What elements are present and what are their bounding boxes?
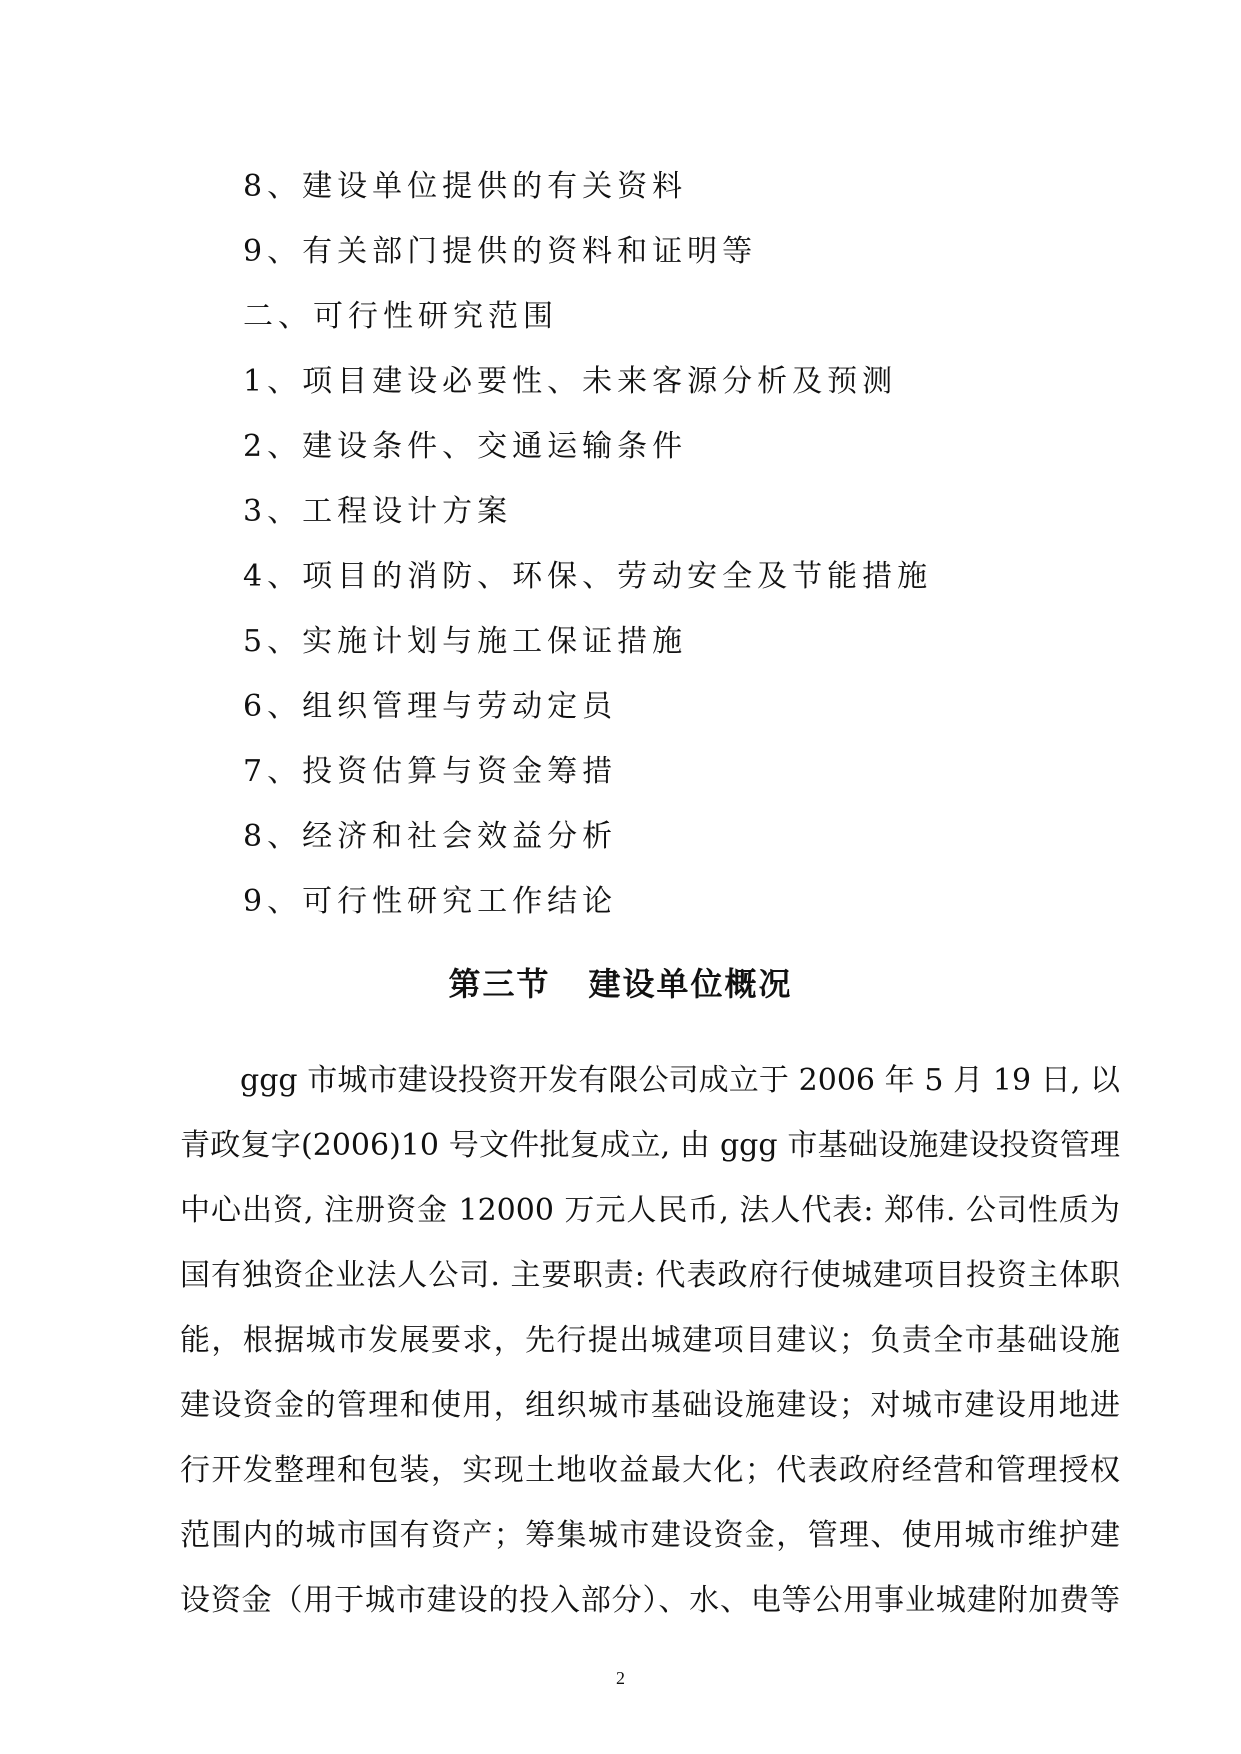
list-item: 9、可行性研究工作结论: [243, 884, 618, 919]
list-item: 2、建设条件、交通运输条件: [243, 429, 688, 464]
body-paragraph: [180, 1048, 1120, 1633]
paragraph-line: 设资金（用于城市建设的投入部分）、水、电等公用事业城建附加费等: [180, 1583, 1120, 1618]
list-item: 1、项目建设必要性、未来客源分析及预测: [243, 364, 898, 399]
list-item: 3、工程设计方案: [243, 494, 513, 529]
page-number: 2: [616, 1668, 625, 1688]
list-item: 7、投资估算与资金筹措: [243, 754, 618, 789]
paragraph-line: 行开发整理和包装，实现土地收益最大化；代表政府经营和管理授权: [180, 1453, 1120, 1488]
paragraph-line: 青政复字(2006)10 号文件批复成立, 由 ggg 市基础设施建设投资管理: [180, 1128, 1120, 1163]
paragraph-line: 国有独资企业法人公司. 主要职责: 代表政府行使城建项目投资主体职: [180, 1258, 1120, 1293]
paragraph-line: 范围内的城市国有资产；筹集城市建设资金，管理、使用城市维护建: [180, 1518, 1120, 1553]
list-item: 4、项目的消防、环保、劳动安全及节能措施: [243, 559, 933, 594]
list-item: 6、组织管理与劳动定员: [243, 689, 618, 724]
section-number: 第三节: [448, 965, 551, 1003]
paragraph-line: 中心出资, 注册资金 12000 万元人民币, 法人代表: 郑伟. 公司性质为: [180, 1193, 1120, 1228]
list-item: 9、有关部门提供的资料和证明等: [243, 234, 758, 269]
item-list: [243, 154, 1143, 934]
section-heading: [0, 954, 1241, 1014]
list-item: 8、经济和社会效益分析: [243, 819, 618, 854]
paragraph-line: 能，根据城市发展要求，先行提出城建项目建议；负责全市基础设施: [180, 1323, 1120, 1358]
paragraph-line: ggg 市城市建设投资开发有限公司成立于 2006 年 5 月 19 日, 以: [240, 1063, 1120, 1098]
list-item: 8、建设单位提供的有关资料: [243, 169, 688, 204]
list-item: 5、实施计划与施工保证措施: [243, 624, 688, 659]
paragraph-line: 建设资金的管理和使用，组织城市基础设施建设；对城市建设用地进: [180, 1388, 1120, 1423]
subsection-heading: 二、可行性研究范围: [243, 299, 558, 334]
section-title: 建设单位概况: [588, 965, 793, 1003]
